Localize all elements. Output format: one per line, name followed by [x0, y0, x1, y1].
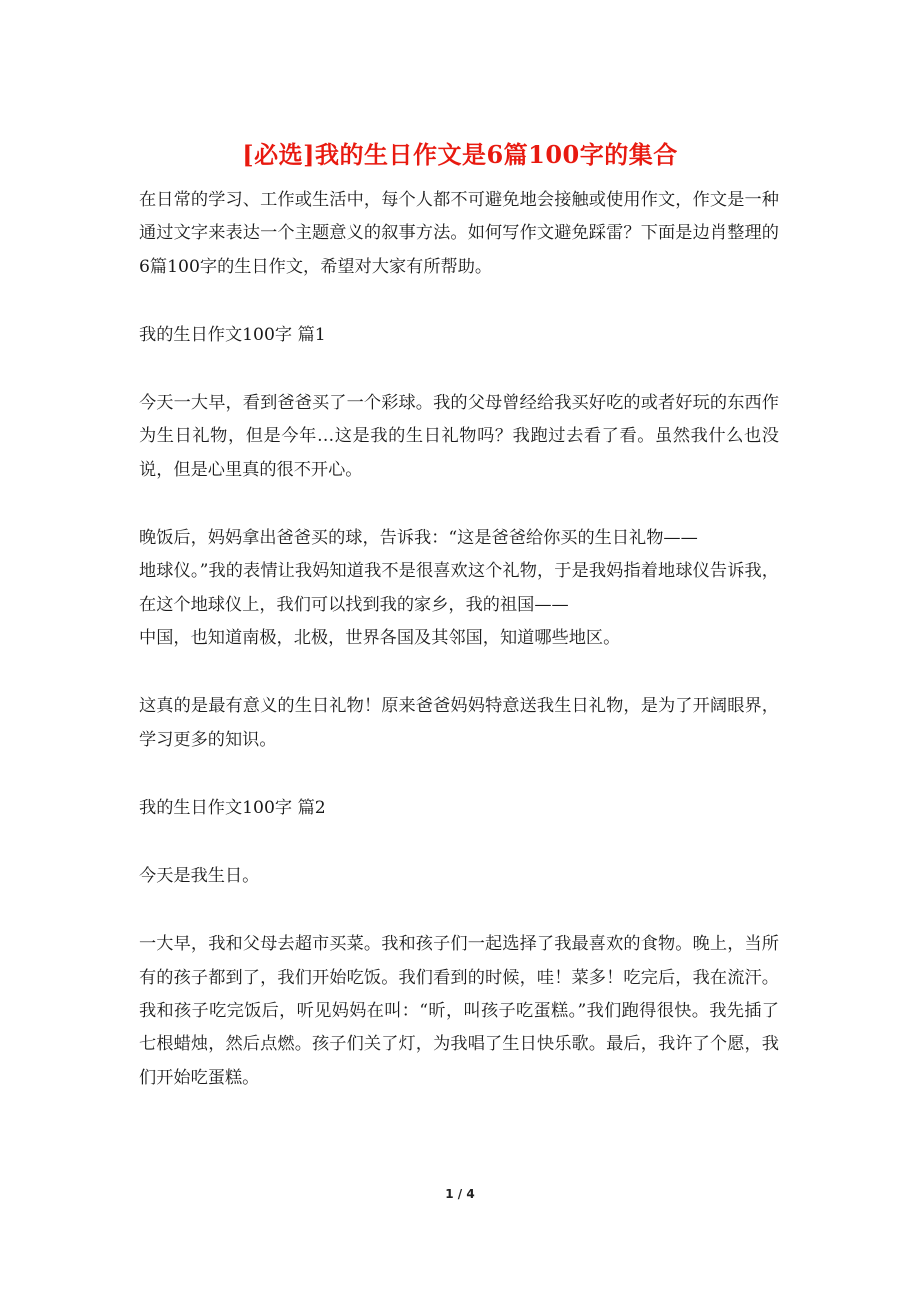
body-paragraph: 这真的是最有意义的生日礼物！原来爸爸妈妈特意送我生日礼物，是为了开阔眼界，学习更多的知识。 [139, 696, 779, 750]
body-paragraph: 一大早，我和父母去超市买菜。我和孩子们一起选择了我最喜欢的食物。晚上，当所有的孩子都到了，我们开始吃饭。我们看到的时候，哇！菜多！吃完后，我在流汗。我和孩子吃完饭后，听见妈妈在叫：“昕，叫孩子吃蛋糕。”我们跑得很快。我先插了七根蜡烛，然后点燃。孩子们关了灯，为我唱了生日快乐歌。最后，我许了个愿，我们开始吃蛋糕。 [139, 934, 779, 1088]
section-heading-2: 我的生日作文100字 篇2 [139, 797, 326, 818]
body-paragraph: 今天一大早，看到爸爸买了一个彩球。我的父母曾经给我买好吃的或者好玩的东西作为生日礼物，但是今年…这是我的生日礼物吗？我跑过去看了看。虽然我什么也没说，但是心里真的很不开心。 [139, 393, 779, 480]
body-paragraph: 地球仪。”我的表情让我妈知道我不是很喜欢这个礼物，于是我妈指着地球仪告诉我，在这个地球仪上，我们可以找到我的家乡，我的祖国—— [139, 561, 779, 615]
body-paragraph: 中国，也知道南极，北极，世界各国及其邻国，知道哪些地区。 [139, 627, 621, 648]
body-paragraph: 今天是我生日。 [139, 866, 260, 887]
body-paragraph: 晚饭后，妈妈拿出爸爸买的球，告诉我：“这是爸爸给你买的生日礼物—— [139, 528, 698, 549]
intro-paragraph: 在日常的学习、工作或生活中，每个人都不可避免地会接触或使用作文，作文是一种通过文字来表达一个主题意义的叙事方法。如何写作文避免踩雷？下面是边肖整理的6篇100字的生日作文，希望对大家有所帮助。 [139, 190, 779, 277]
page-number: 1 / 4 [445, 1187, 475, 1201]
section-heading-1: 我的生日作文100字 篇1 [139, 324, 326, 345]
document-title: [必选]我的生日作文是6篇100字的集合 [242, 140, 678, 169]
document-body [139, 184, 779, 1095]
